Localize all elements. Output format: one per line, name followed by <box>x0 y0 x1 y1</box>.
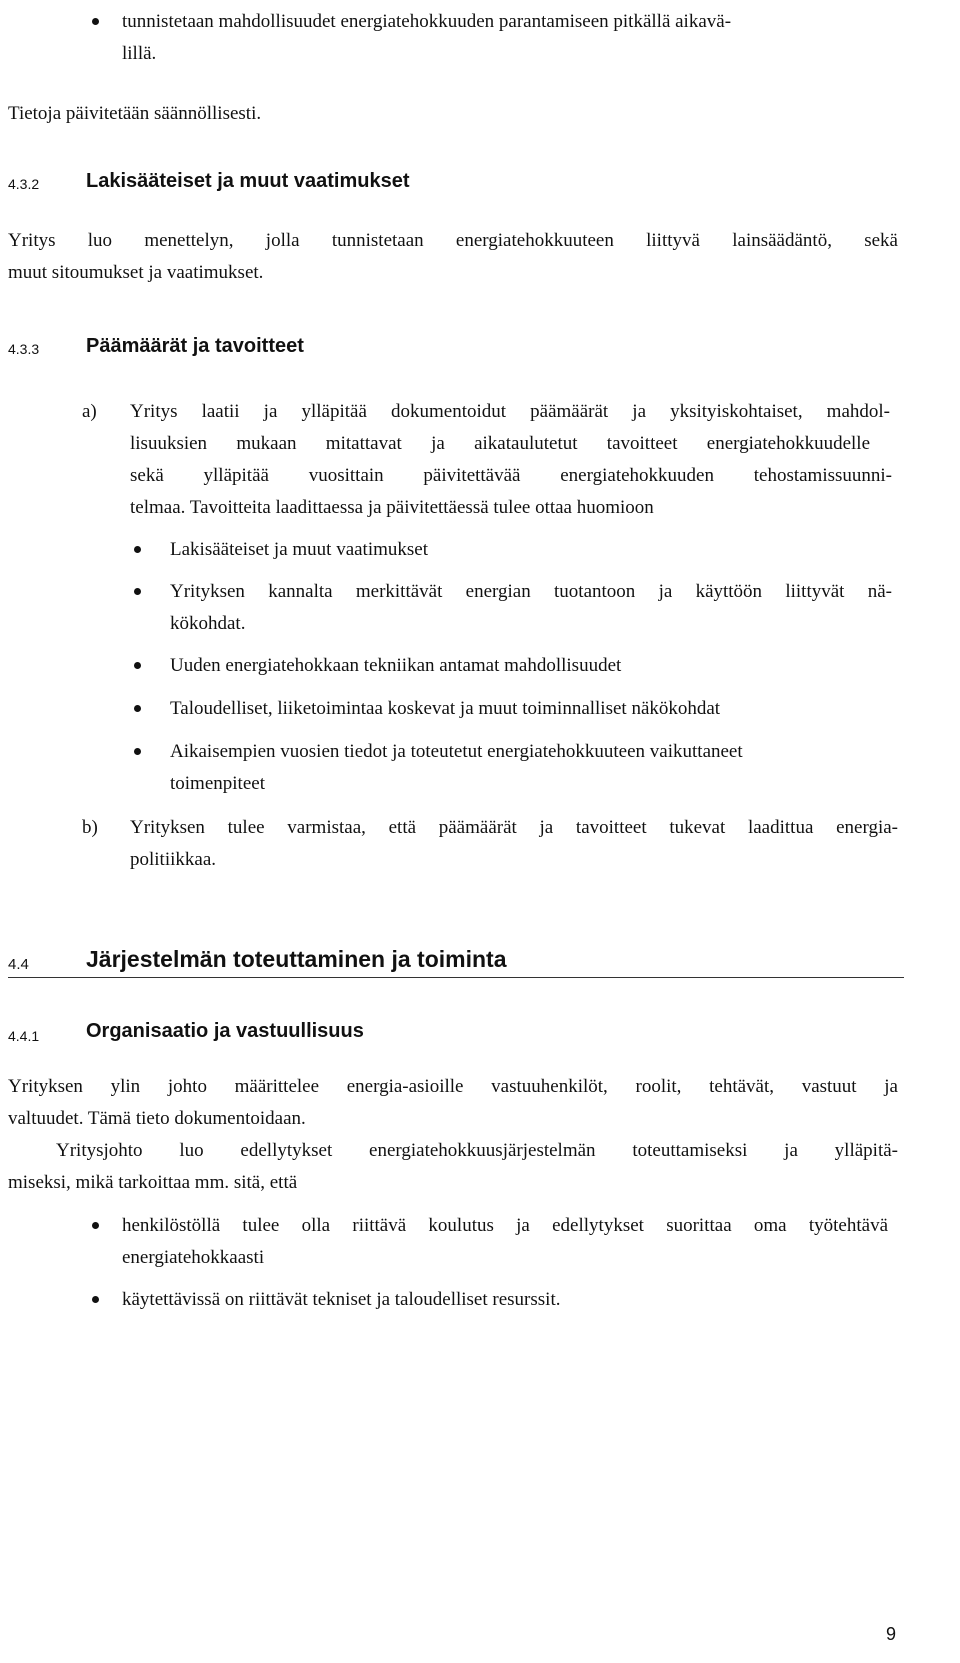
paragraph-line: Yrityksen ylin johto määrittelee energia-asioille vastuuhenkilöt, roolit, tehtävät, vastuut ja <box>8 1076 898 1097</box>
paragraph-line: miseksi, mikä tarkoittaa mm. sitä, että <box>8 1172 298 1193</box>
list-marker: a) <box>82 401 97 422</box>
list-item-line: Uuden energiatehokkaan tekniikan antamat mahdollisuudet <box>170 655 622 676</box>
section-number <box>8 956 29 973</box>
bullet-dot <box>134 546 141 553</box>
list-item-line: käytettävissä on riittävät tekniset ja taloudelliset resurssit. <box>122 1289 561 1310</box>
bullet-dot <box>92 18 99 25</box>
list-item-line: toimenpiteet <box>170 773 265 794</box>
list-item-line: energiatehokkaasti <box>122 1247 265 1268</box>
bullet-dot <box>134 705 141 712</box>
list-item-line: lillä. <box>122 43 157 64</box>
list-item-line: kökohdat. <box>170 613 246 634</box>
section-number-text: 4.4 <box>8 956 29 973</box>
bullet-dot <box>134 748 141 755</box>
list-item-line: politiikkaa. <box>130 849 217 870</box>
bullet-dot <box>134 588 141 595</box>
paragraph: Tietoja päivitetään säännöllisesti. <box>8 103 262 124</box>
section-title: Päämäärät ja tavoitteet <box>86 335 304 357</box>
list-item-line: Taloudelliset, liiketoimintaa koskevat ja muut toiminnalliset näkökohdat <box>170 698 721 719</box>
list-marker: b) <box>82 817 98 838</box>
list-item-line: henkilöstöllä tulee olla riittävä koulutus ja edellytykset suorittaa oma työtehtävä <box>122 1215 888 1236</box>
paragraph-line: Yritysjohto luo edellytykset energiatehokkuusjärjestelmän toteuttamiseksi ja ylläpitä- <box>56 1140 898 1161</box>
list-item-line: lisuuksien mukaan mitattavat ja aikataulutetut tavoitteet energiatehokkuudelle <box>130 433 870 454</box>
list-item-line: tunnistetaan mahdollisuudet energiatehokkuuden parantamiseen pitkällä aikavä- <box>122 11 732 32</box>
section-number <box>8 176 39 192</box>
section-number <box>8 1028 39 1044</box>
list-item-line: Yrityksen tulee varmistaa, että päämäärät ja tavoitteet tukevat laadittua energia- <box>130 817 898 838</box>
list-item-line: telmaa. Tavoitteita laadittaessa ja päivitettäessä tulee ottaa huomioon <box>130 497 654 518</box>
section-title: Organisaatio ja vastuullisuus <box>86 1020 364 1042</box>
section-number-text: 4.3.3 <box>8 341 40 357</box>
section-number-text: 4.3.2 <box>8 176 40 192</box>
paragraph-line: muut sitoumukset ja vaatimukset. <box>8 262 264 283</box>
bullet-dot <box>92 1296 99 1303</box>
bullet-dot <box>134 662 141 669</box>
page-number: 9 <box>886 1624 897 1644</box>
list-item-line: Aikaisempien vuosien tiedot ja toteutetut energiatehokkuuteen vaikuttaneet <box>170 741 743 762</box>
bullet-dot <box>92 1222 99 1229</box>
paragraph-line: Yritys luo menettelyn, jolla tunnistetaan energiatehokkuuteen liittyvä lainsäädäntö, sekä <box>8 230 898 251</box>
section-rule <box>8 977 904 978</box>
list-item-line: Yrityksen kannalta merkittävät energian tuotantoon ja käyttöön liittyvät nä- <box>170 581 892 602</box>
list-item-line: sekä ylläpitää vuosittain päivitettävää energiatehokkuuden tehostamissuunni- <box>130 465 892 486</box>
list-item-line: Lakisääteiset ja muut vaatimukset <box>170 539 429 560</box>
paragraph-line: valtuudet. Tämä tieto dokumentoidaan. <box>8 1108 306 1129</box>
section-number <box>8 341 39 357</box>
section-number-text: 4.4.1 <box>8 1028 40 1044</box>
section-title: Lakisääteiset ja muut vaatimukset <box>86 170 410 192</box>
chapter-title: Järjestelmän toteuttaminen ja toiminta <box>86 946 507 972</box>
list-item-line: Yritys laatii ja ylläpitää dokumentoidut päämäärät ja yksityiskohtaiset, mahdol- <box>130 401 890 422</box>
